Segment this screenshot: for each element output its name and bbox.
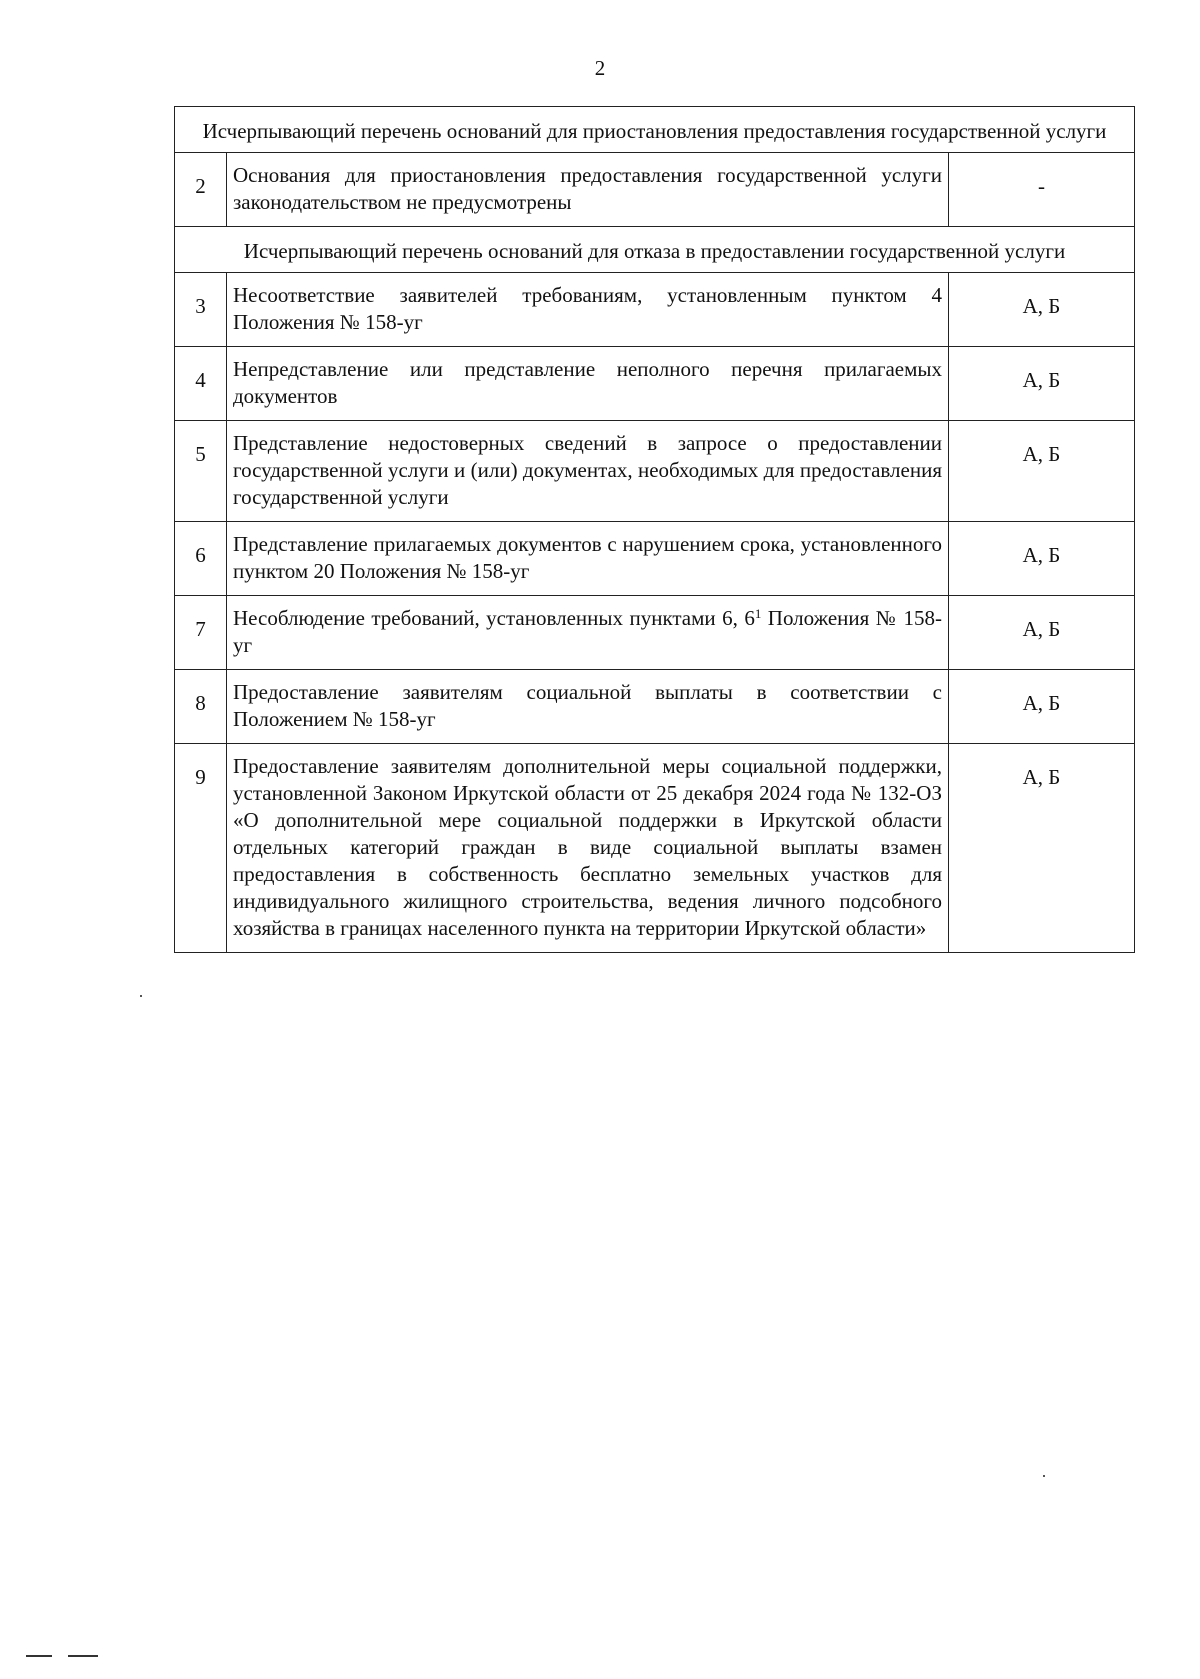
row-text: Представление прилагаемых документов с нарушением срока, установленного пунктом 20 Положения № 158-уг [227, 522, 949, 596]
row-text: Основания для приостановления предоставления государственной услуги законодательством не предусмотрены [227, 153, 949, 227]
row-mark: А, Б [949, 273, 1135, 347]
row-text: Предоставление заявителям социальной выплаты в соответствии с Положением № 158-уг [227, 670, 949, 744]
section-heading-refusal: Исчерпывающий перечень оснований для отказа в предоставлении государственной услуги [175, 227, 1135, 273]
scan-artifact [26, 1655, 52, 1657]
row-mark: А, Б [949, 522, 1135, 596]
row-text: Предоставление заявителям дополнительной меры социальной поддержки, установленной Законом Иркутской области от 25 декабря 2024 года № 132-ОЗ «О дополнительной мере социальной поддержки в Иркутской области отдельных категорий граждан в виде социальной выплаты взамен предоставления в собственность бесплатно земельных участков для индивидуального жилищного строительства, ведения личного подсобного хозяйства в границах населенного пункта на территории Иркутской области» [227, 744, 949, 953]
row-number: 8 [175, 670, 227, 744]
table-row [175, 670, 1135, 744]
row-number: 6 [175, 522, 227, 596]
row-number: 9 [175, 744, 227, 953]
scan-artifact [68, 1655, 98, 1657]
page-number: 2 [594, 56, 606, 80]
row-mark: - [949, 153, 1135, 227]
table-row [175, 522, 1135, 596]
row-mark: А, Б [949, 670, 1135, 744]
row-text-start: Несоблюдение требований, установленных пунктами 6, 6 [233, 606, 755, 630]
superscript: 1 [754, 606, 762, 621]
row-mark: А, Б [949, 347, 1135, 421]
row-text-end: Положения № 158-уг [233, 606, 942, 657]
row-number: 5 [175, 421, 227, 522]
table-row [175, 596, 1135, 670]
table-row [175, 273, 1135, 347]
row-text: Непредставление или представление неполного перечня прилагаемых документов [227, 347, 949, 421]
scan-artifact [140, 995, 142, 997]
table-row [175, 153, 1135, 227]
section-heading-suspension: Исчерпывающий перечень оснований для приостановления предоставления государственной услуги [175, 107, 1135, 153]
grounds-table [174, 106, 1135, 953]
section-heading-row [175, 227, 1135, 273]
section-heading-row [175, 107, 1135, 153]
row-mark: А, Б [949, 744, 1135, 953]
row-text: Представление недостоверных сведений в запросе о предоставлении государственной услуги и (или) документах, необходимых для предоставления государственной услуги [227, 421, 949, 522]
row-number: 4 [175, 347, 227, 421]
row-mark: А, Б [949, 421, 1135, 522]
row-text: Несоответствие заявителей требованиям, установленным пунктом 4 Положения № 158-уг [227, 273, 949, 347]
table-row [175, 421, 1135, 522]
row-number: 7 [175, 596, 227, 670]
row-mark: А, Б [949, 596, 1135, 670]
row-number: 3 [175, 273, 227, 347]
row-number: 2 [175, 153, 227, 227]
table-row [175, 744, 1135, 953]
row-text [227, 596, 949, 670]
scan-artifact [1043, 1475, 1045, 1477]
table-row [175, 347, 1135, 421]
